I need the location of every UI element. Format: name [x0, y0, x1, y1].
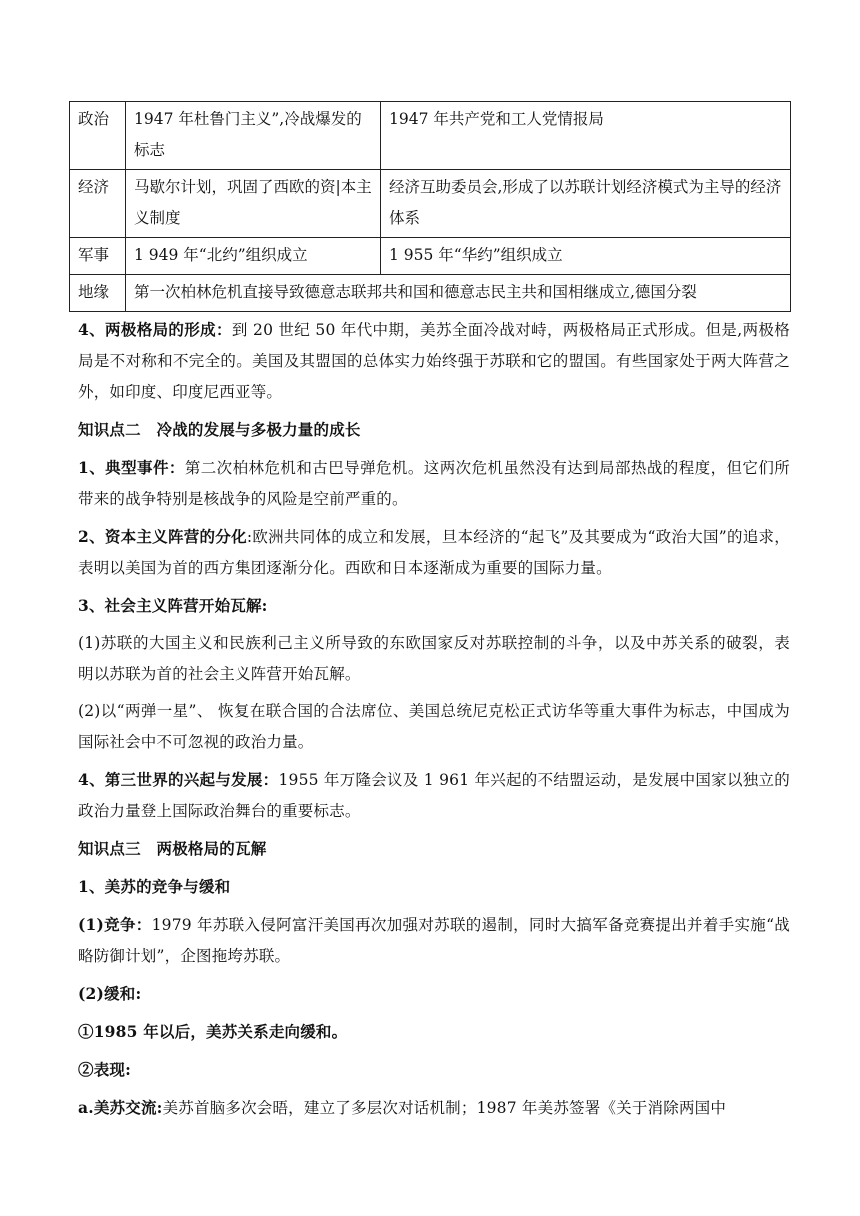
table-row — [70, 238, 791, 275]
paragraph-china-force: (2)以“两弹一星”、 恢复在联合国的合法席位、美国总统尼克松正式访华等重大事件为标志，中国成为国际社会中不可忽视的政治力量。 — [78, 702, 790, 751]
knowledge-point-3-title — [78, 833, 790, 865]
east-cell-economy: 经济互助委员会,形成了以苏联计划经济模式为主导的经济体系 — [381, 170, 791, 238]
row-label-military: 军事 — [70, 238, 126, 275]
paragraph-third-world — [78, 764, 790, 827]
body-text — [78, 314, 790, 1130]
paragraph-text: 第二次柏林危机和古巴导弹危机。这两次危机虽然没有达到局部热战的程度，但它们所带来的战争特别是核战争的风险是空前严重的。 — [78, 459, 790, 508]
west-cell-politics: 1947 年杜鲁门主义”,冷战爆发的标志 — [126, 102, 381, 170]
section-title: 知识点二 冷战的发展与多极力量的成长 — [78, 420, 361, 439]
paragraph-heading: a.美苏交流: — [78, 1098, 163, 1117]
knowledge-point-2-title — [78, 414, 790, 446]
paragraph-heading: 4、第三世界的兴起与发展： — [78, 770, 279, 789]
row-label-geo: 地缘 — [70, 275, 126, 312]
paragraph-us-soviet-heading — [78, 871, 790, 903]
row-label-politics: 政治 — [70, 102, 126, 170]
paragraph-soviet-hegemony: (1)苏联的大国主义和民族利己主义所导致的东欧国家反对苏联控制的斗争，以及中苏关系的破裂，表明以苏联为首的社会主义阵营开始瓦解。 — [78, 634, 790, 683]
comparison-table — [69, 101, 791, 312]
paragraph-text: 美苏首脑多次会晤，建立了多层次对话机制；1987 年美苏签署《关于消除两国中 — [162, 1099, 727, 1117]
east-cell-politics: 1947 年共产党和工人党情报局 — [381, 102, 791, 170]
paragraph-capitalist-split — [78, 521, 790, 584]
section-title: 知识点三 两极格局的瓦解 — [78, 839, 267, 858]
paragraph-exchange — [78, 1092, 790, 1124]
paragraph-typical-events — [78, 452, 790, 515]
west-cell-economy: 马歇尔计划，巩固了西欧的资|本主义制度 — [126, 170, 381, 238]
paragraph-detente-heading — [78, 978, 790, 1010]
paragraph-heading: ①1985 年以后，美苏关系走向缓和。 — [78, 1022, 348, 1041]
paragraph-heading: 3、社会主义阵营开始瓦解: — [78, 596, 268, 615]
paragraph-socialist-collapse-heading — [78, 590, 790, 622]
paragraph-heading: (2)缓和: — [78, 984, 142, 1003]
east-cell-military: 1 955 年“华约”组织成立 — [381, 238, 791, 275]
table-row — [70, 102, 791, 170]
paragraph-bipolar-formation — [78, 314, 790, 408]
paragraph-text: :欧洲共同体的成立和发展，旦本经济的“起飞”及其要成为“政治大国”的追求，表明以美国为首的西方集团逐渐分化。西欧和日本逐渐成为重要的国际力量。 — [78, 528, 790, 577]
paragraph-text: 1955 年万隆会议及 1 961 年兴起的不结盟运动，是发展中国家以独立的政治力量登上国际政治舞台的重要标志。 — [78, 771, 791, 820]
paragraph-text: 1979 年苏联入侵阿富汗美国再次加强对苏联的遏制，同时大搞军备竞赛提出并着手实施“战略防御计划”，企图拖垮苏联。 — [78, 916, 790, 965]
west-cell-military: 1 949 年“北约”组织成立 — [126, 238, 381, 275]
paragraph-heading: 4、两极格局的形成： — [78, 320, 232, 339]
table-row — [70, 170, 791, 238]
row-label-economy: 经济 — [70, 170, 126, 238]
paragraph-detente-1985 — [78, 1016, 790, 1048]
paragraph-heading: (1)竞争： — [78, 915, 152, 934]
paragraph-heading: 1、美苏的竞争与缓和 — [78, 877, 231, 896]
paragraph-text: 到 20 世纪 50 年代中期，美苏全面冷战对峙，两极格局正式形成。但是,两极格局是不对称和不完全的。美国及其盟国的总体实力始终强于苏联和它的盟国。有些国家处于两大阵营之外，如印度、印度尼西亚等。 — [78, 321, 790, 401]
paragraph-competition — [78, 909, 790, 972]
paragraph-heading: 2、资本主义阵营的分化 — [78, 527, 247, 546]
merged-cell-geo: 第一次柏林危机直接导致德意志联邦共和国和德意志民主共和国相继成立,德国分裂 — [126, 275, 791, 312]
paragraph-manifestation-heading — [78, 1054, 790, 1086]
paragraph-heading: 1、典型事件： — [78, 458, 185, 477]
paragraph-heading: ②表现: — [78, 1060, 132, 1079]
table-row — [70, 275, 791, 312]
